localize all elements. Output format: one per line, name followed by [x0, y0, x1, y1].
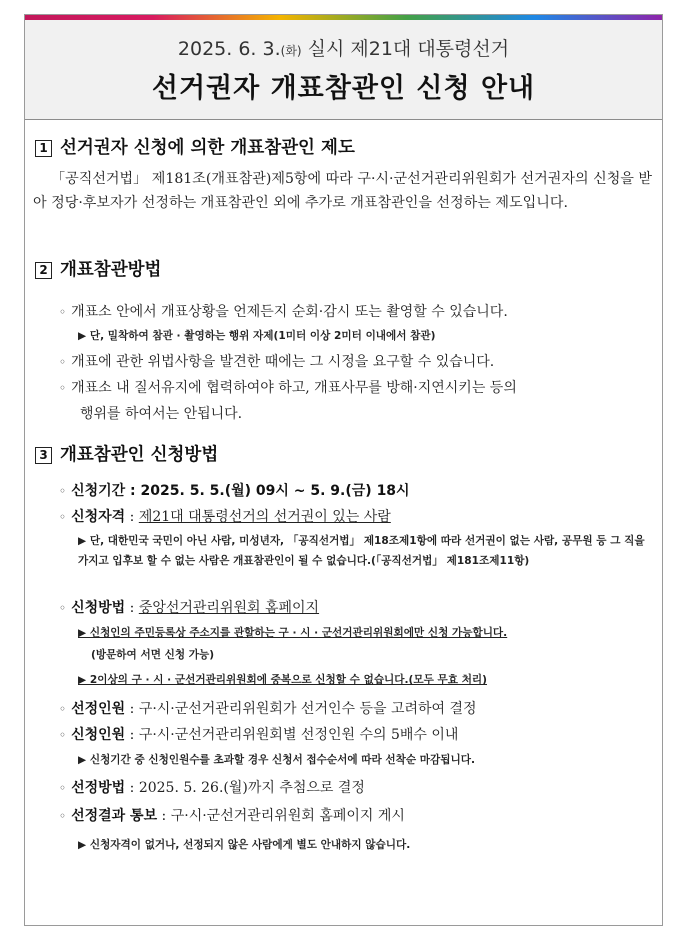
bullet-dot: ◦ — [59, 809, 67, 823]
section3-heading — [35, 441, 218, 466]
period-label: 신청기간 — [71, 483, 126, 499]
period-row: ◦ 신청기간 : 2025. 5. 5.(월) 09시 ~ 5. 9.(금) 18시 — [59, 483, 410, 499]
qual-note: ▶ 단, 대한민국 국민이 아닌 사람, 미성년자, 「공직선거법」 제18조제1항에 따라 선거권이 없는 사람, 공무원 등 그 직을 가지고 입후보 할 수 없는 사람은 개표참관인이 될 수 없습니다.(「공직선거법」 제181조제11항) — [78, 535, 645, 567]
qual-value: 제21대 대통령선거의 선거권이 있는 사람 — [138, 509, 391, 525]
bullet-dot: ◦ — [59, 355, 67, 369]
bullet-dot: ◦ — [59, 702, 67, 716]
appnum-row: ◦ 신청인원 : 구·시·군선거관리위원회별 선정인원 수의 5배수 이내 — [59, 727, 459, 743]
selmethod-value: 2025. 5. 26.(월)까지 추첨으로 결정 — [138, 780, 365, 796]
method-value: 중앙선거관리위원회 홈페이지 — [138, 600, 320, 616]
qual-label: 신청자격 — [71, 509, 126, 525]
section2-bullet3 — [59, 377, 517, 397]
period-value: 2025. 5. 5.(월) 09시 ~ 5. 9.(금) 18시 — [140, 483, 410, 499]
selmethod-row: ◦ 선정방법 : 2025. 5. 26.(월)까지 추첨으로 결정 — [59, 780, 365, 796]
result-label: 선정결과 통보 — [71, 808, 158, 824]
result-row: ◦ 선정결과 통보 : 구·시·군선거관리위원회 홈페이지 게시 — [59, 808, 405, 824]
method-note2: ▶ 2이상의 구 · 시 · 군선거관리위원회에 중복으로 신청할 수 없습니다.(모두 무효 처리) — [78, 674, 488, 686]
section1-paragraph: 「공직선거법」 제181조(개표참관)제5항에 따라 구·시·군선거관리위원회가 선거권자의 신청을 받아 정당·후보자가 선정하는 개표참관인 외에 추가로 개표참관인을 선정하는 제도입니다. — [33, 171, 653, 211]
method-note1: ▶ 신청인의 주민등록상 주소지를 관할하는 구 · 시 · 군선거관리위원회에만 신청 가능합니다. — [78, 627, 508, 639]
bullet-dot: ◦ — [59, 601, 67, 615]
subtitle-rest: 실시 제21대 대통령선거 — [301, 38, 510, 60]
notice-frame — [24, 14, 663, 926]
section1-number: 1 — [35, 140, 52, 157]
method-row: ◦ 신청방법 : 중앙선거관리위원회 홈페이지 — [59, 600, 320, 616]
bullet-dot: ◦ — [59, 381, 67, 395]
selmethod-label: 선정방법 — [71, 780, 126, 796]
bullet-text: 개표소 안에서 개표상황을 언제든지 순회·감시 또는 촬영할 수 있습니다. — [71, 304, 508, 320]
bullet-dot: ◦ — [59, 484, 67, 498]
result-note: ▶ 신청자격이 없거나, 선정되지 않은 사람에게 별도 안내하지 않습니다. — [78, 839, 411, 851]
section2-number: 2 — [35, 262, 52, 279]
section1-title: 선거권자 신청에 의한 개표참관인 제도 — [60, 138, 355, 158]
method-label: 신청방법 — [71, 600, 126, 616]
page-title: 선거권자 개표참관인 신청 안내 — [151, 73, 536, 104]
result-value: 구·시·군선거관리위원회 홈페이지 게시 — [170, 808, 405, 824]
bullet-dot: ◦ — [59, 781, 67, 795]
subtitle-day: (화) — [280, 44, 302, 58]
appnum-label: 신청인원 — [71, 727, 126, 743]
section2-bullet3-cont: 행위를 하여서는 안됩니다. — [80, 406, 243, 422]
header-box — [25, 20, 662, 120]
section3-number: 3 — [35, 447, 52, 464]
selnum-value: 구·시·군선거관리위원회가 선거인수 등을 고려하여 결정 — [138, 701, 477, 717]
section2-bullet1 — [59, 301, 508, 321]
subtitle-date: 2025. 6. 3. — [177, 38, 281, 60]
section2-heading — [35, 256, 161, 281]
method-note1-cont: (방문하여 서면 신청 가능) — [91, 649, 215, 661]
header-subtitle — [25, 34, 662, 61]
selnum-row: ◦ 선정인원 : 구·시·군선거관리위원회가 선거인수 등을 고려하여 결정 — [59, 701, 477, 717]
appnum-note: ▶ 신청기간 중 신청인원수를 초과할 경우 신청서 접수순서에 따라 선착순 마감됩니다. — [78, 754, 475, 766]
section3-title: 개표참관인 신청방법 — [60, 445, 219, 465]
bullet-text: 개표에 관한 위법사항을 발견한 때에는 그 시정을 요구할 수 있습니다. — [71, 354, 495, 370]
bullet-dot: ◦ — [59, 510, 67, 524]
section2-title: 개표참관방법 — [60, 260, 162, 280]
section2-note1: ▶ 단, 밀착하여 참관 · 촬영하는 행위 자제(1미터 이상 2미터 이내에서 참관) — [78, 330, 436, 342]
bullet-text: 개표소 내 질서유지에 협력하여야 하고, 개표사무를 방해·지연시키는 등의 — [71, 380, 517, 396]
section1-heading — [35, 134, 355, 159]
bullet-dot: ◦ — [59, 728, 67, 742]
qual-row: ◦ 신청자격 : 제21대 대통령선거의 선거권이 있는 사람 — [59, 509, 391, 525]
appnum-value: 구·시·군선거관리위원회별 선정인원 수의 5배수 이내 — [138, 727, 459, 743]
selnum-label: 선정인원 — [71, 701, 126, 717]
bullet-dot: ◦ — [59, 305, 67, 319]
section2-bullet2 — [59, 351, 494, 371]
